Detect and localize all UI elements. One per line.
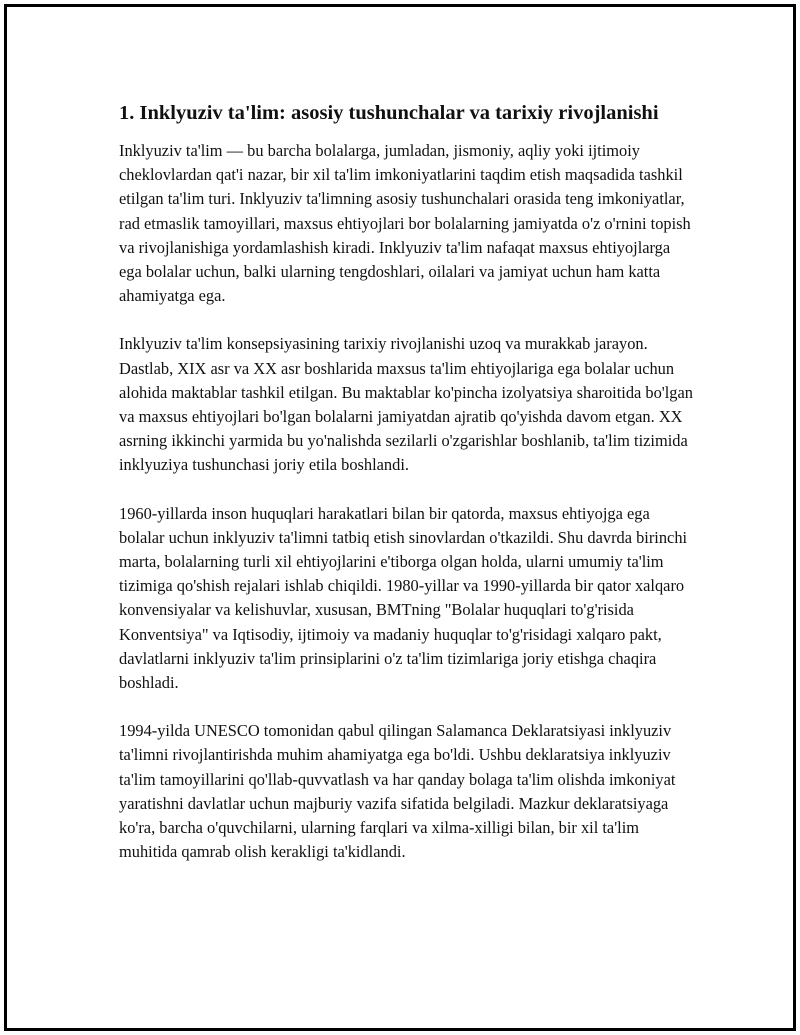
paragraph-3: 1960-yillarda inson huquqlari harakatlari bilan bir qatorda, maxsus ehtiyojga ega bolalar uchun inklyuziv ta'limni tatbiq etish sinovlardan o'tkazildi. Shu davrda birinchi marta, bolalarning turli xil ehtiyojlarini e'tiborga olgan holda, ularni umumiy ta'lim tizimiga qo'shish rejalari ishlab chiqildi. 1980-yillar va 1990-yillarda bir qator xalqaro konvensiyalar va kelishuvlar, xususan, BMTning "Bolalar huquqlari to'g'risida Konventsiya" va Iqtisodiy, ijtimoiy va madaniy huquqlar to'g'risidagi xalqaro pakt, davlatlarni inklyuziv ta'lim prinsiplarini o'z ta'lim tizimlariga joriy etishga chaqira boshladi. [119, 503, 688, 693]
paragraph-1: Inklyuziv ta'lim — bu barcha bolalarga, jumladan, jismoniy, aqliy yoki ijtimoiy cheklovlardan qat'i nazar, bir xil ta'lim imkoniyatlarini taqdim etish maqsadida tashkil etilgan ta'lim turi. Inklyuziv ta'limning asosiy tushunchalari orasida teng imkoniyatlar, rad etmaslik tamoyillari, maxsus ehtiyojlari bor bolalarning jamiyatda o'z o'rnini topish va rivojlanishiga yordamlashish kiradi. Inklyuziv ta'lim nafaqat maxsus ehtiyojlarga ega bolalar uchun, balki ularning tengdoshlari, oilalari va jamiyat uchun ham katta ahamiyatga ega. [119, 141, 691, 306]
paragraph-4: 1994-yilda UNESCO tomonidan qabul qilingan Salamanca Deklaratsiyasi inklyuziv ta'limni rivojlantirishda muhim ahamiyatga ega bo'ldi. Ushbu deklaratsiya inklyuziv ta'lim tamoyillarini qo'llab-quvvatlash va har qanday bolaga ta'lim olishda imkoniyat yaratishni davlatlar uchun majburiy vazifa sifatida belgiladi. Mazkur deklaratsiyaga ko'ra, barcha o'quvchilarni, ularning farqlari va xilma-xilligi bilan, bir xil ta'lim muhitida qamrab olish kerakligi ta'kidlandi. [119, 721, 676, 862]
paragraph-2: Inklyuziv ta'lim konsepsiyasining tarixiy rivojlanishi uzoq va murakkab jarayon. Dastlab, XIX asr va XX asr boshlarida maxsus ta'lim ehtiyojlariga ega bolalar uchun alohida maktablar tashkil etilgan. Bu maktablar ko'pincha izolyatsiya sharoitida bo'lgan va maxsus ehtiyojlari bo'lgan bolalarni jamiyatdan ajratib qo'yishda davom etgan. XX asrning ikkinchi yarmida bu yo'nalishda sezilarli o'zgarishlar boshlanib, ta'lim tizimida inklyuziya tushunchasi joriy etila boshlandi. [119, 334, 693, 475]
section-title: 1. Inklyuziv ta'lim: asosiy tushunchalar va tarixiy rivojlanishi [119, 102, 659, 124]
document-page [4, 4, 796, 1031]
document-body [119, 98, 694, 888]
